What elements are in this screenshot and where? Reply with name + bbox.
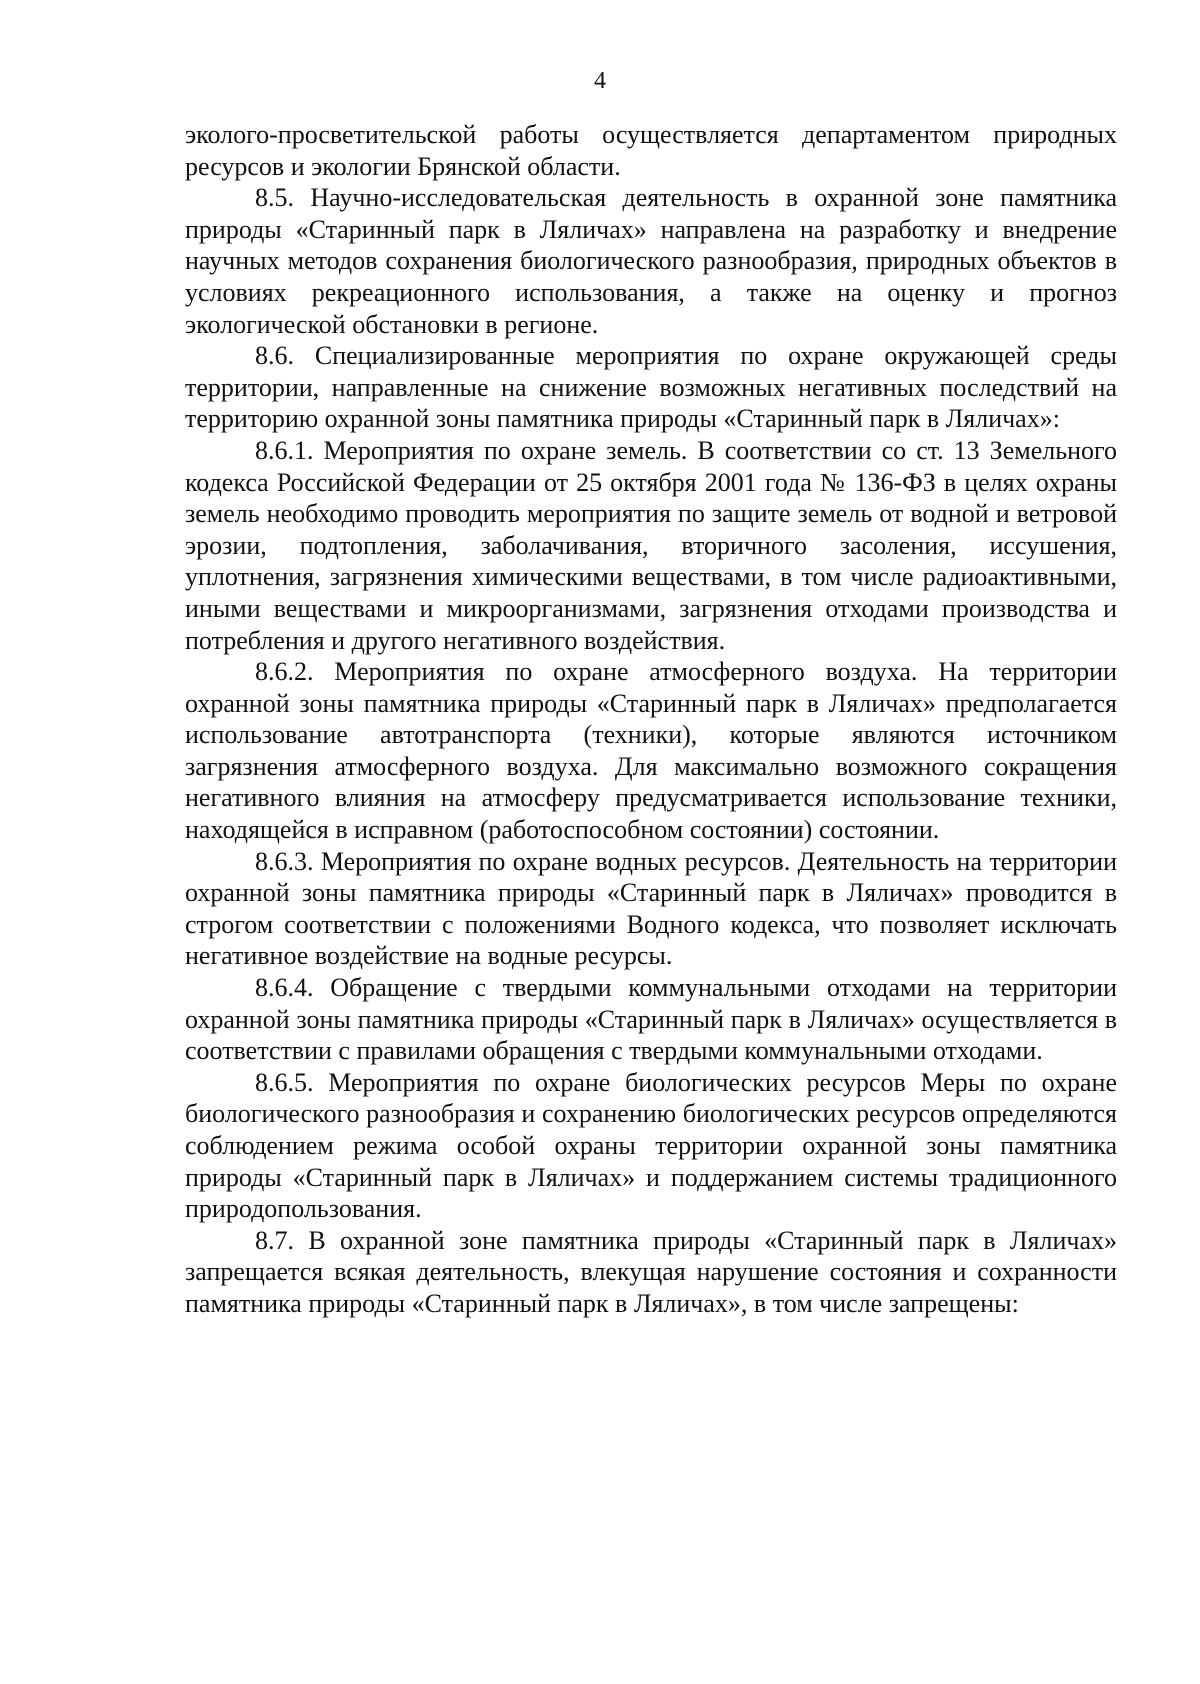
paragraph-8-6-4: 8.6.4. Обращение с твердыми коммунальными отходами на территории охранной зоны памятника природы «Старинный парк в Ляличах» осуществляется в соответствии с правилами обращения с твердыми коммунальными отходами.: [185, 973, 1117, 1066]
paragraph-8-7: 8.7. В охранной зоне памятника природы «Старинный парк в Ляличах» запрещается всякая деятельность, влекущая нарушение состояния и сохранности памятника природы «Старинный парк в Ляличах», в том числе запрещены:: [185, 1225, 1117, 1318]
document-body: [185, 119, 1117, 1320]
paragraph-continuation: эколого-просветительской работы осуществляется департаментом природных ресурсов и экологии Брянской области.: [185, 120, 1117, 181]
page-number: 4: [594, 68, 606, 94]
paragraph-8-6: 8.6. Специализированные мероприятия по охране окружающей среды территории, направленные на снижение возможных негативных последствий на территорию охранной зоны памятника природы «Старинный парк в Ляличах»:: [185, 341, 1117, 434]
paragraph-8-6-3: 8.6.3. Мероприятия по охране водных ресурсов. Деятельность на территории охранной зоны памятника природы «Старинный парк в Ляличах» проводится в строгом соответствии с положениями Водного кодекса, что позволяет исключать негативное воздействие на водные ресурсы.: [185, 846, 1117, 971]
paragraph-8-6-1: 8.6.1. Мероприятия по охране земель. В соответствии со ст. 13 Земельного кодекса Российской Федерации от 25 октября 2001 года № 136-ФЗ в целях охраны земель необходимо проводить мероприятия по защите земель от водной и ветровой эрозии, подтопления, заболачивания, вторичного засоления, иссушения, уплотнения, загрязнения химическими веществами, в том числе радиоактивными, иными веществами и микроорганизмами, загрязнения отходами производства и потребления и другого негативного воздействия.: [185, 435, 1117, 655]
paragraph-8-6-5: 8.6.5. Мероприятия по охране биологических ресурсов Меры по охране биологического разнообразия и сохранению биологических ресурсов определяются соблюдением режима особой охраны территории охранной зоны памятника природы «Старинный парк в Ляличах» и поддержанием системы традиционного природопользования.: [185, 1067, 1117, 1224]
paragraph-8-5: 8.5. Научно-исследовательская деятельность в охранной зоне памятника природы «Старинный парк в Ляличах» направлена на разработку и внедрение научных методов сохранения биологического разнообразия, природных объектов в условиях рекреационного использования, а также на оценку и прогноз экологической обстановки в регионе.: [185, 183, 1117, 339]
paragraph-8-6-2: 8.6.2. Мероприятия по охране атмосферного воздуха. На территории охранной зоны памятника природы «Старинный парк в Ляличах» предполагается использование автотранспорта (техники), которые являются источником загрязнения атмосферного воздуха. Для максимально возможного сокращения негативного влияния на атмосферу предусматривается использование техники, находящейся в исправном (работоспособном состоянии) состоянии.: [185, 657, 1117, 845]
